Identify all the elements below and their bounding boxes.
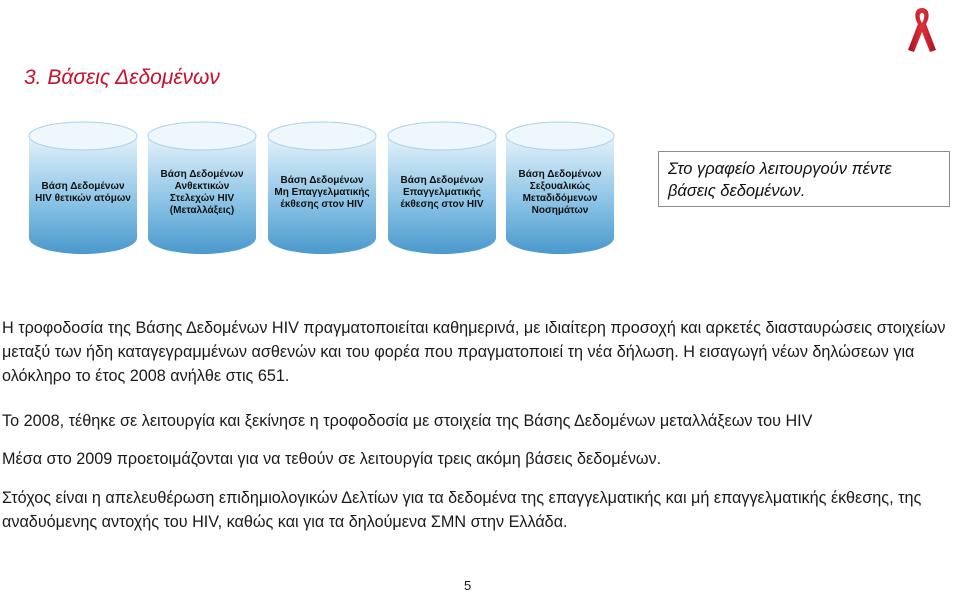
database-label: Βάση Δεδομένων Μη Επαγγελματικής έκθεσης στον HIV	[274, 175, 370, 210]
page-number: 5	[464, 578, 472, 593]
database-label: Βάση Δεδομένων Σεξουαλικώς Μεταδιδόμενων Νοσημάτων	[518, 169, 602, 216]
database-cylinder	[504, 120, 616, 258]
paragraph-goal: Στόχος είναι η απελευθέρωση επιδημιολογικών Δελτίων για τα δεδομένα της επαγγελματικής και μή επαγγελματικής έκθεσης, της αναδυόμενης αντοχής του HIV, καθώς και για τα δηλούμενα ΣΜΝ στην Ελλάδα.	[2, 489, 922, 531]
paragraph-feed: Η τροφοδοσία της Βάσης Δεδομένων HIV πραγματοποιείται καθημερινά, με ιδιαίτερη προσοχή και αρκετές διασταυρώσεις στοιχείων μεταξύ των ήδη καταγεγραμμένων ασθενών και του φορέα που πραγματοποιεί τη νέα δήλωση. Η εισαγωγή νέων δηλώσεων για ολόκληρο το έτος 2008 ανήλθε στις 651.	[2, 319, 946, 385]
note-box: Στο γραφείο λειτουργούν πέντε βάσεις δεδομένων.	[658, 151, 950, 207]
database-cylinder	[266, 120, 378, 258]
database-label: Βάση Δεδομένων HIV θετικών ατόμων	[35, 181, 131, 204]
database-cylinder	[146, 120, 258, 258]
section-heading: 3. Βάσεις Δεδομένων	[24, 66, 220, 89]
database-label: Βάση Δεδομένων Ανθεκτικών Στελεχών HIV (Μεταλλάξεις)	[160, 169, 244, 216]
paragraph-2009: Μέσα στο 2009 προετοιμάζονται για να τεθούν σε λειτουργία τρεις ακόμη βάσεις δεδομένων.	[2, 450, 662, 468]
paragraph-mutations: Το 2008, τέθηκε σε λειτουργία και ξεκίνησε η τροφοδοσία με στοιχεία της Βάσης Δεδομένων μεταλλάξεων του HIV	[2, 412, 813, 430]
database-cylinder	[27, 120, 139, 258]
database-cylinder	[386, 120, 498, 258]
red-ribbon-icon	[904, 4, 940, 54]
database-label: Βάση Δεδομένων Επαγγελματικής έκθεσης στον HIV	[400, 175, 484, 210]
